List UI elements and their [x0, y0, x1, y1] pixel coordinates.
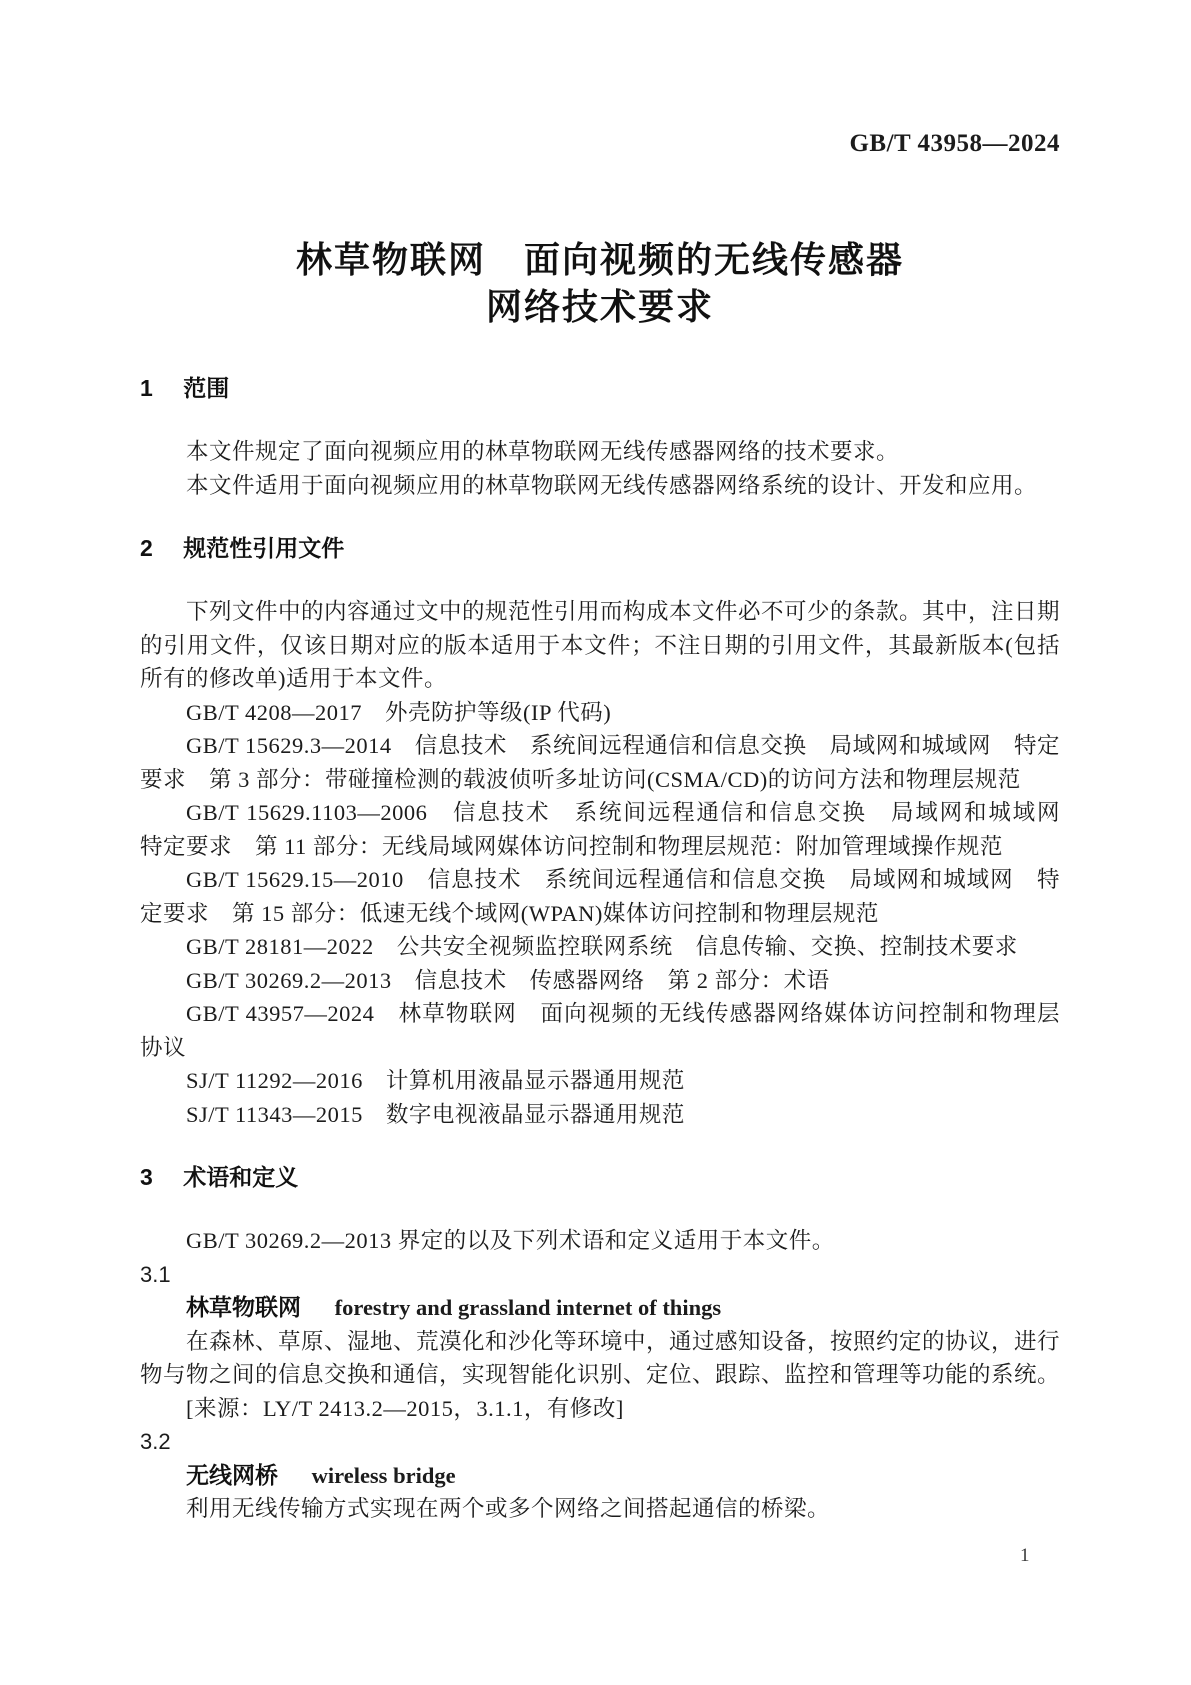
term-name-en: forestry and grassland internet of things — [334, 1295, 722, 1320]
term-source: [来源：LY/T 2413.2—2015，3.1.1，有修改] — [186, 1395, 624, 1421]
reference-item: SJ/T 11292—2016 计算机用液晶显示器通用规范 — [186, 1068, 685, 1093]
reference-item: GB/T 28181—2022 公共安全视频监控联网系统 信息传输、交换、控制技术要求 — [186, 934, 1018, 959]
term-entry-id: 3.2 — [140, 1429, 171, 1454]
reference-item: GB/T 30269.2—2013 信息技术 传感器网络 第 2 部分：术语 — [186, 967, 830, 993]
reference-item: GB/T 15629.1103—2006 信息技术 系统间远程通信和信息交换 局域网和城域网 特定要求 第 11 部分：无线局域网媒体访问控制和物理层规范：附加管理域操作规范 — [140, 800, 1084, 859]
document-title-line1: 林草物联网 面向视频的无线传感器 — [295, 239, 904, 280]
reference-item: GB/T 43957—2024 林草物联网 面向视频的无线传感器网络媒体访问控制和物理层协议 — [140, 1001, 1060, 1060]
document-title — [140, 236, 1060, 330]
terms-intro: GB/T 30269.2—2013 界定的以及下列术语和定义适用于本文件。 — [186, 1228, 835, 1253]
section-scope-number: 1 — [140, 375, 153, 401]
scope-paragraph: 本文件规定了面向视频应用的林草物联网无线传感器网络的技术要求。 — [186, 439, 900, 464]
section-scope-title: 范围 — [183, 375, 230, 401]
term-entry-title — [140, 1459, 1060, 1493]
page-number: 1 — [1020, 1545, 1030, 1566]
section-terms-number: 3 — [140, 1164, 153, 1190]
section-references-heading — [140, 532, 1060, 565]
term-definition: 在森林、草原、湿地、荒漠化和沙化等环境中，通过感知设备，按照约定的协议，进行物与物之间的信息交换和通信，实现智能化识别、定位、跟踪、监控和管理等功能的系统。 — [140, 1328, 1061, 1387]
section-terms-heading — [140, 1161, 1060, 1194]
standard-code: GB/T 43958—2024 — [849, 130, 1060, 157]
term-name-en: wireless bridge — [311, 1462, 456, 1488]
section-references-title: 规范性引用文件 — [183, 535, 345, 561]
section-scope-heading — [140, 372, 1060, 405]
reference-item: SJ/T 11343—2015 数字电视液晶显示器通用规范 — [186, 1101, 685, 1127]
references-intro: 下列文件中的内容通过文中的规范性引用而构成本文件必不可少的条款。其中，注日期的引用文件，仅该日期对应的版本适用于本文件；不注日期的引用文件，其最新版本(包括所有的修改单)适用于本文件。 — [140, 599, 1061, 691]
section-terms-title: 术语和定义 — [183, 1164, 299, 1190]
reference-item: GB/T 4208—2017 外壳防护等级(IP 代码) — [186, 699, 612, 725]
scope-paragraph: 本文件适用于面向视频应用的林草物联网无线传感器网络系统的设计、开发和应用。 — [186, 472, 1038, 498]
document-title-line2: 网络技术要求 — [485, 286, 714, 327]
term-entry-id: 3.1 — [140, 1261, 171, 1287]
section-references-number: 2 — [140, 535, 153, 561]
term-name-zh: 林草物联网 — [186, 1294, 301, 1320]
reference-item: GB/T 15629.3—2014 信息技术 系统间远程通信和信息交换 局域网和城域网 特定要求 第 3 部分：带碰撞检测的载波侦听多址访问(CSMA/CD)的访问方法和物理层规范 — [140, 733, 1060, 792]
term-name-zh: 无线网桥 — [186, 1461, 278, 1488]
reference-item: GB/T 15629.15—2010 信息技术 系统间远程通信和信息交换 局域网和城域网 特定要求 第 15 部分：低速无线个域网(WPAN)媒体访问控制和物理层规范 — [140, 867, 1060, 926]
term-definition: 利用无线传输方式实现在两个或多个网络之间搭起通信的桥梁。 — [186, 1496, 831, 1521]
term-entry-title — [140, 1291, 1060, 1325]
